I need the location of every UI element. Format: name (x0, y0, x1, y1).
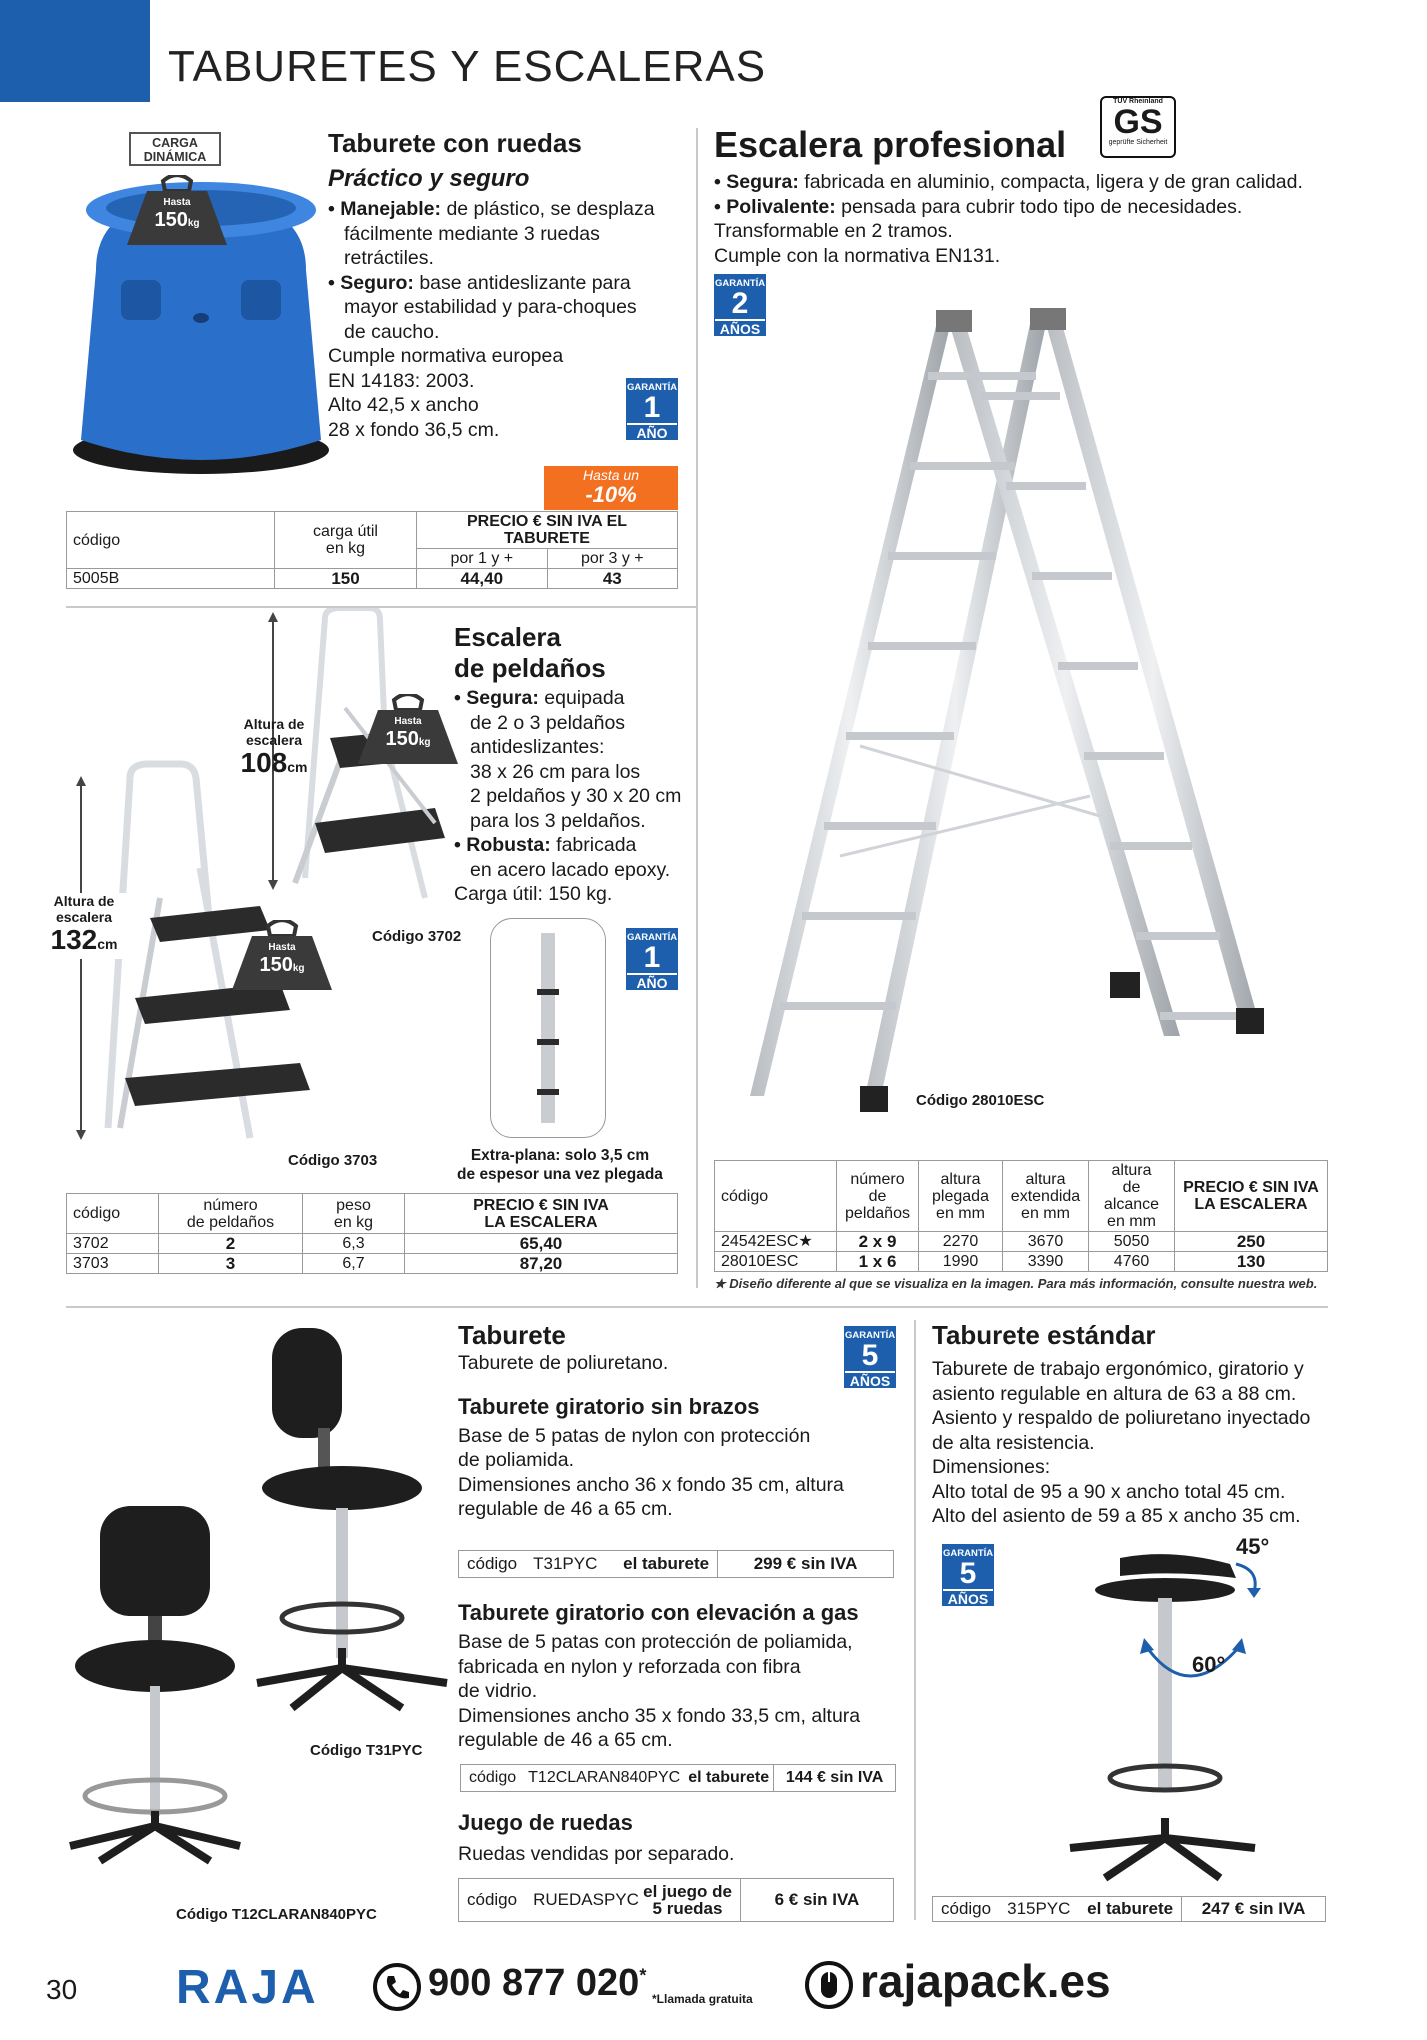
stool-std-text (932, 1320, 1332, 1529)
th-line: de (868, 1187, 887, 1205)
code-caption: Código 28010ESC (916, 1092, 1045, 1109)
code-caption: Código T12CLARAN840PYC (176, 1906, 377, 1923)
row-codigo: código (469, 1769, 517, 1786)
th-line: peso (336, 1196, 371, 1214)
s1-line: Dimensiones ancho 36 x fondo 35 cm, altura (458, 1473, 844, 1496)
std-line: Taburete de trabajo ergonómico, giratorio y (932, 1358, 1304, 1380)
warranty-number: 5 (959, 1557, 977, 1590)
s1-line: de poliamida. (458, 1449, 574, 1471)
bullet-label: • Segura: (454, 687, 539, 709)
s3-line: Ruedas vendidas por separado. (458, 1843, 735, 1865)
th-plegada (919, 1161, 1003, 1232)
gs-certification-icon (1100, 96, 1176, 158)
weight-icon (230, 920, 334, 992)
bullet-text: antideslizantes: (470, 736, 605, 758)
cell-code: 5005B (67, 569, 275, 589)
th-line: en mm (1021, 1204, 1070, 1222)
bullet-text: base antideslizante para (413, 271, 631, 294)
table-row (715, 1252, 1328, 1272)
price-row-315 (932, 1896, 1326, 1922)
cell-n: 2 x 9 (837, 1232, 919, 1252)
note-text: EN 14183: 2003. (328, 369, 475, 392)
s1-line: regulable de 46 a 65 cm. (458, 1498, 673, 1520)
row-code: RUEDASPYC (533, 1890, 639, 1909)
std-line: Alto del asiento de 59 a 85 x ancho 35 cm. (932, 1505, 1301, 1527)
note-text: 28 x fondo 36,5 cm. (328, 418, 500, 441)
warranty-badge-5 (844, 1326, 896, 1388)
footnote: ★ Diseño diferente al que se visualiza en la imagen. Para más información, consulte nuestra web. (714, 1276, 1318, 1291)
note-text: Cumple con la normativa EN131. (714, 244, 1001, 267)
weight-hasta-label: Hasta (268, 942, 296, 953)
weight-hasta-label: Hasta (394, 716, 422, 727)
bullet-text: de plástico, se desplaza (441, 198, 655, 220)
th-extendida (1003, 1161, 1089, 1232)
warranty-years: AÑOS (715, 319, 765, 337)
bullet-text: de caucho. (344, 320, 440, 343)
row-price: 299 € sin IVA (717, 1551, 893, 1577)
cell-plegada: 1990 (919, 1252, 1003, 1272)
std-line: asiento regulable en altura de 63 a 88 cm. (932, 1382, 1297, 1405)
th-peso (303, 1194, 405, 1234)
pro-ladder-text (714, 170, 1334, 268)
std-line: Asiento y respaldo de poliuretano inyectado (932, 1407, 1311, 1429)
header-blue-tab (0, 0, 150, 102)
warranty-badge-1 (626, 928, 678, 990)
step-ladder-title: Escalera (454, 622, 561, 652)
warranty-label: GARANTÍA (943, 1548, 994, 1559)
rolling-stool-price-table (66, 511, 678, 589)
th-line: LA ESCALERA (484, 1213, 598, 1231)
weight-unit: kg (418, 737, 431, 748)
s2-text (458, 1600, 888, 1753)
th-line: número (850, 1170, 905, 1188)
th-codigo: código (715, 1161, 837, 1232)
warranty-label: GARANTÍA (627, 382, 678, 393)
row-code: 315PYC (1007, 1899, 1071, 1918)
th-line: extendida (1010, 1187, 1081, 1205)
warranty-label: GARANTÍA (845, 1330, 896, 1341)
row-code: T31PYC (533, 1554, 598, 1573)
bullet-text: equipada (538, 687, 625, 709)
phone-icon (372, 1962, 422, 2012)
phone-note: *Llamada gratuita (652, 1992, 753, 2006)
note-text: Carga útil: 150 kg. (454, 883, 613, 905)
row-price: 247 € sin IVA (1181, 1897, 1325, 1921)
row-unit-line: el juego de (643, 1882, 732, 1901)
bullet-text: 2 peldaños y 30 x 20 cm (470, 785, 682, 807)
caption-line: de espesor una vez plegada (457, 1166, 663, 1183)
bullet-text: pensada para cubrir todo tipo de necesidades. (835, 195, 1243, 218)
cell-n: 1 x 6 (837, 1252, 919, 1272)
pro-ladder-price-table (714, 1160, 1328, 1272)
th-line: altura (1025, 1170, 1066, 1188)
note-text: Cumple normativa europea (328, 345, 564, 367)
bullet-text: para los 3 peldaños. (470, 809, 646, 832)
warranty-number: 1 (643, 391, 661, 424)
s3-text (458, 1810, 888, 1867)
th-line: plegada (932, 1187, 989, 1205)
weight-value: 150 (154, 209, 188, 231)
th-carga-l1: carga útil (313, 523, 378, 540)
extra-flat-caption (440, 1146, 680, 1184)
cell-n: 2 (159, 1234, 303, 1254)
step-ladder-price-table (66, 1193, 678, 1274)
height-value: 108 (240, 747, 288, 778)
weight-value: 150 (385, 728, 419, 750)
weight-icon (125, 175, 229, 247)
cell-code: 3703 (67, 1254, 159, 1274)
code-caption: Código T31PYC (310, 1742, 423, 1759)
th-precio (1175, 1161, 1328, 1232)
weight-unit: kg (292, 963, 305, 974)
th-num (159, 1194, 303, 1234)
stool-t12-image (60, 1506, 250, 1866)
height-label-line: Altura de (53, 893, 115, 909)
cell-alcance: 4760 (1089, 1252, 1175, 1272)
weight-icon (356, 694, 460, 766)
s2-line: Dimensiones ancho 35 x fondo 33,5 cm, altura (458, 1704, 861, 1727)
th-carga-l2: en kg (325, 540, 366, 557)
weight-value: 150 (259, 954, 293, 976)
gs-mark: GS (1113, 103, 1163, 141)
std-line: Alto total de 95 a 90 x ancho total 45 cm. (932, 1480, 1286, 1503)
weight-unit: kg (187, 218, 200, 229)
th-por1: por 1 y + (417, 549, 548, 569)
stool-pu-title: Taburete (458, 1320, 566, 1350)
pro-ladder-image (740, 296, 1310, 1126)
table-row (67, 1254, 678, 1274)
th-precio: PRECIO € SIN IVA EL TABURETE (417, 512, 678, 549)
th-line: LA ESCALERA (1194, 1196, 1308, 1213)
bullet-text: en acero lacado epoxy. (470, 858, 671, 881)
tilt-arrow-icon (1230, 1560, 1266, 1600)
phone-star: * (639, 1965, 647, 1986)
th-line: peldaños (845, 1204, 910, 1222)
warranty-label: GARANTÍA (715, 278, 766, 289)
cell-p1: 44,40 (417, 569, 548, 589)
row-code: T12CLARAN840PYC (528, 1769, 681, 1786)
bullet-label: • Polivalente: (714, 195, 836, 218)
std-line: Dimensiones: (932, 1456, 1051, 1478)
badge-top-label: CARGA (152, 136, 198, 150)
promo-line1: Hasta un (582, 467, 640, 483)
code-caption: Código 3702 (372, 928, 462, 945)
s2-line: de vidrio. (458, 1680, 538, 1702)
warranty-years: AÑO (627, 973, 677, 991)
th-num (837, 1161, 919, 1232)
stool-pu-text (458, 1320, 878, 1522)
tilt-angle-label: 45° (1236, 1534, 1270, 1559)
cell-peso: 6,7 (303, 1254, 405, 1274)
row-codigo: código (467, 1554, 518, 1573)
warranty-badge-1 (626, 378, 678, 440)
stool-std-title: Taburete estándar (932, 1320, 1156, 1350)
row-unit: el taburete (1087, 1899, 1174, 1918)
s2-line: Base de 5 patas con protección de poliamida, (458, 1631, 853, 1653)
table-row (67, 1234, 678, 1254)
s2-line: regulable de 46 a 65 cm. (458, 1729, 673, 1751)
s2-title: Taburete giratorio con elevación a gas (458, 1600, 859, 1625)
website-link[interactable]: rajapack.es (860, 1955, 1111, 2007)
height-unit: cm (287, 759, 308, 775)
th-alcance (1089, 1161, 1175, 1232)
th-line: PRECIO € SIN IVA (1183, 1179, 1319, 1196)
th-line: altura (1111, 1162, 1152, 1179)
bullet-text: mayor estabilidad y para-choques (344, 296, 637, 318)
th-line: en mm (1107, 1213, 1156, 1230)
page-number: 30 (46, 1974, 78, 2005)
cell-n: 3 (159, 1254, 303, 1274)
mouse-icon (804, 1960, 854, 2010)
cell-code: 3702 (67, 1234, 159, 1254)
row-price: 6 € sin IVA (740, 1879, 893, 1921)
phone-digits: 900 877 020 (428, 1962, 640, 2004)
bullet-label: • Robusta: (454, 834, 551, 856)
cell-p3: 43 (547, 569, 677, 589)
bullet-text: 38 x 26 cm para los (470, 760, 641, 783)
cell-extendida: 3390 (1003, 1252, 1089, 1272)
bullet-label: • Segura: (714, 171, 799, 193)
divider (914, 1320, 916, 1920)
price-row-ruedas (458, 1878, 894, 1922)
row-unit: el taburete (623, 1554, 710, 1573)
s1-title: Taburete giratorio sin brazos (458, 1393, 760, 1419)
th-precio (405, 1194, 678, 1234)
height-value: 132 (50, 924, 98, 955)
bullet-label: • Seguro: (328, 271, 414, 294)
promo-line2: -10% (585, 482, 637, 507)
height-label-line: escalera (55, 909, 113, 925)
rolling-stool-subtitle: Práctico y seguro (328, 165, 530, 192)
price-row-t31 (458, 1550, 894, 1578)
rotate-angle-label: 60° (1192, 1652, 1226, 1677)
step-ladder-text (454, 622, 694, 907)
th-line: altura (940, 1170, 981, 1188)
gs-bottom-label: geprüfte Sicherheit (1108, 139, 1168, 146)
height-label-line: Altura de (243, 716, 305, 732)
row-codigo: código (467, 1890, 518, 1909)
height-label-large (34, 893, 134, 959)
divider (696, 128, 698, 1288)
warranty-badge-5 (942, 1544, 994, 1606)
bullet-text: de 2 o 3 peldaños (470, 711, 626, 734)
cell-code: 28010ESC (715, 1252, 837, 1272)
table-row (715, 1232, 1328, 1252)
gs-top-label: TÜV Rheinland (1113, 98, 1163, 105)
stool-t31-image (252, 1318, 452, 1718)
row-unit-line: 5 ruedas (652, 1899, 723, 1918)
warranty-number: 5 (861, 1339, 879, 1372)
cell-carga: 150 (275, 569, 417, 589)
bullet-text: fabricada en aluminio, compacta, ligera y de gran calidad. (798, 171, 1303, 193)
height-label-line: escalera (245, 732, 303, 748)
height-unit: cm (97, 936, 118, 952)
phone-number (428, 1962, 646, 2005)
cell-alcance: 5050 (1089, 1232, 1175, 1252)
discount-badge (544, 466, 678, 510)
th-line: número (203, 1196, 258, 1214)
note-text: Alto 42,5 x ancho (328, 394, 479, 416)
cell-precio: 87,20 (405, 1254, 678, 1274)
note-text: Transformable en 2 tramos. (714, 220, 953, 242)
price-row-t12 (460, 1764, 896, 1792)
s2-line: fabricada en nylon y reforzada con fibra (458, 1655, 801, 1678)
divider (66, 1306, 1328, 1308)
cell-precio: 130 (1175, 1252, 1328, 1272)
s3-title: Juego de ruedas (458, 1810, 633, 1835)
cell-precio: 250 (1175, 1232, 1328, 1252)
th-codigo: código (67, 1194, 159, 1234)
warranty-years: AÑOS (845, 1371, 895, 1389)
cell-code: 24542ESC★ (715, 1232, 837, 1252)
dynamic-load-badge (129, 132, 221, 166)
cell-plegada: 2270 (919, 1232, 1003, 1252)
bullet-label: • Manejable: (328, 198, 442, 220)
std-line: de alta resistencia. (932, 1431, 1095, 1454)
row-price: 144 € sin IVA (773, 1765, 895, 1791)
th-por3: por 3 y + (547, 549, 677, 569)
th-line: de alcance (1103, 1179, 1160, 1213)
cell-extendida: 3670 (1003, 1232, 1089, 1252)
th-codigo: código (67, 512, 275, 569)
th-carga (275, 512, 417, 569)
table-row (67, 569, 678, 589)
th-line: de peldaños (186, 1213, 275, 1231)
pro-ladder-title: Escalera profesional (714, 124, 1067, 165)
th-line: en mm (936, 1204, 985, 1222)
bullet-text: fácilmente mediante 3 ruedas (344, 222, 600, 245)
page-title: TABURETES Y ESCALERAS (168, 42, 767, 91)
weight-hasta-label: Hasta (163, 197, 191, 208)
code-caption: Código 3703 (288, 1152, 378, 1169)
cell-peso: 6,3 (303, 1234, 405, 1254)
row-unit: el taburete (688, 1769, 770, 1786)
bullet-text: fabricada (550, 834, 637, 856)
row-unit (635, 1879, 740, 1921)
rolling-stool-title: Taburete con ruedas (328, 128, 582, 158)
height-label-small (224, 716, 324, 782)
raja-logo: RAJA (176, 1961, 319, 2014)
bullet-text: retráctiles. (344, 247, 434, 269)
warranty-number: 2 (731, 287, 749, 320)
s1-line: Base de 5 patas de nylon con protección (458, 1424, 811, 1447)
warranty-label: GARANTÍA (627, 932, 678, 943)
th-line: PRECIO € SIN IVA (473, 1196, 609, 1214)
row-codigo: código (941, 1899, 992, 1918)
warranty-number: 1 (643, 941, 661, 974)
stool-pu-desc: Taburete de poliuretano. (458, 1352, 669, 1374)
cell-precio: 65,40 (405, 1234, 678, 1254)
folded-ladder-inset (490, 918, 606, 1138)
warranty-years: AÑO (627, 423, 677, 441)
badge-bottom-label: DINÁMICA (143, 150, 207, 164)
caption-line: Extra-plana: solo 3,5 cm (470, 1147, 650, 1164)
warranty-years: AÑOS (943, 1589, 993, 1607)
th-line: en kg (333, 1213, 374, 1231)
step-ladder-title: de peldaños (454, 653, 606, 683)
